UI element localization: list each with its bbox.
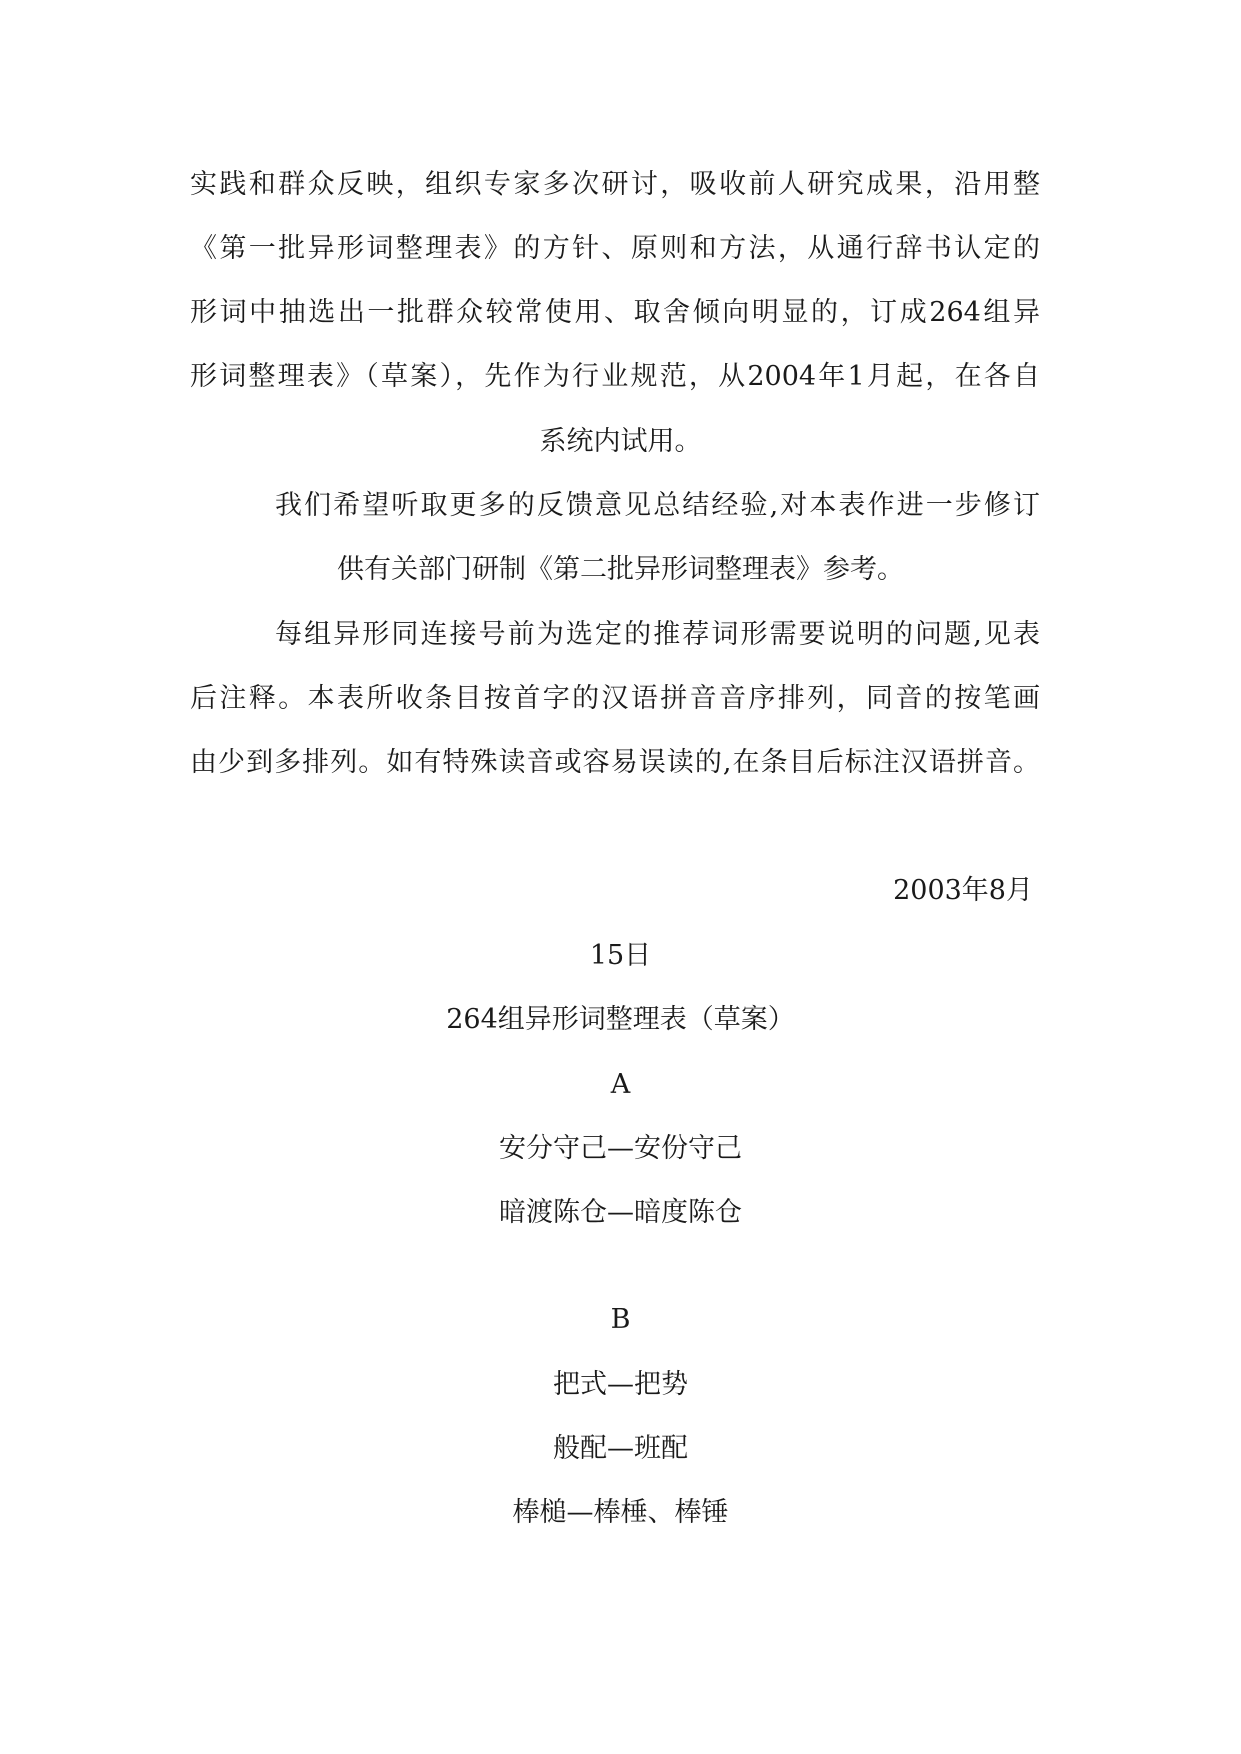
para3-line-3: 由少到多排列。如有特殊读音或容易误读的,在条目后标注汉语拼音。	[190, 747, 1040, 778]
para2-line-1: 我们希望听取更多的反馈意见总结经验,对本表作进一步修订	[275, 490, 1040, 521]
entry-a-2: 暗渡陈仓—暗度陈仓	[499, 1197, 742, 1228]
entry-b-2: 般配—班配	[553, 1433, 688, 1464]
intro-line-5: 系统内试用。	[539, 426, 702, 457]
section-letter-b: B	[610, 1304, 631, 1335]
entry-a-1: 安分守己—安份守己	[499, 1133, 742, 1164]
section-letter-a: A	[610, 1069, 631, 1100]
date-line-1: 2003年8月	[893, 875, 1033, 906]
entry-b-3: 棒槌—棒棰、棒锤	[512, 1497, 729, 1528]
para3-line-2: 后注释。本表所收条目按首字的汉语拼音音序排列，同音的按笔画	[190, 683, 1040, 714]
para2-line-2: 供有关部门研制《第二批异形词整理表》参考。	[337, 554, 904, 585]
intro-line-4: 形词整理表》（草案），先作为行业规范，从2004年1月起，在各自	[190, 361, 1040, 392]
intro-line-2: 《第一批异形词整理表》的方针、原则和方法，从通行辞书认定的	[190, 233, 1040, 264]
para3-line-1: 每组异形同连接号前为选定的推荐词形需要说明的问题,见表	[275, 619, 1040, 650]
entry-b-1: 把式—把势	[553, 1369, 688, 1400]
date-line-2: 15日	[589, 940, 652, 971]
intro-line-3: 形词中抽选出一批群众较常使用、取舍倾向明显的，订成264组异	[190, 297, 1040, 328]
table-title: 264组异形词整理表（草案）	[446, 1004, 795, 1035]
intro-line-1: 实践和群众反映，组织专家多次研讨，吸收前人研究成果，沿用整	[190, 169, 1040, 200]
